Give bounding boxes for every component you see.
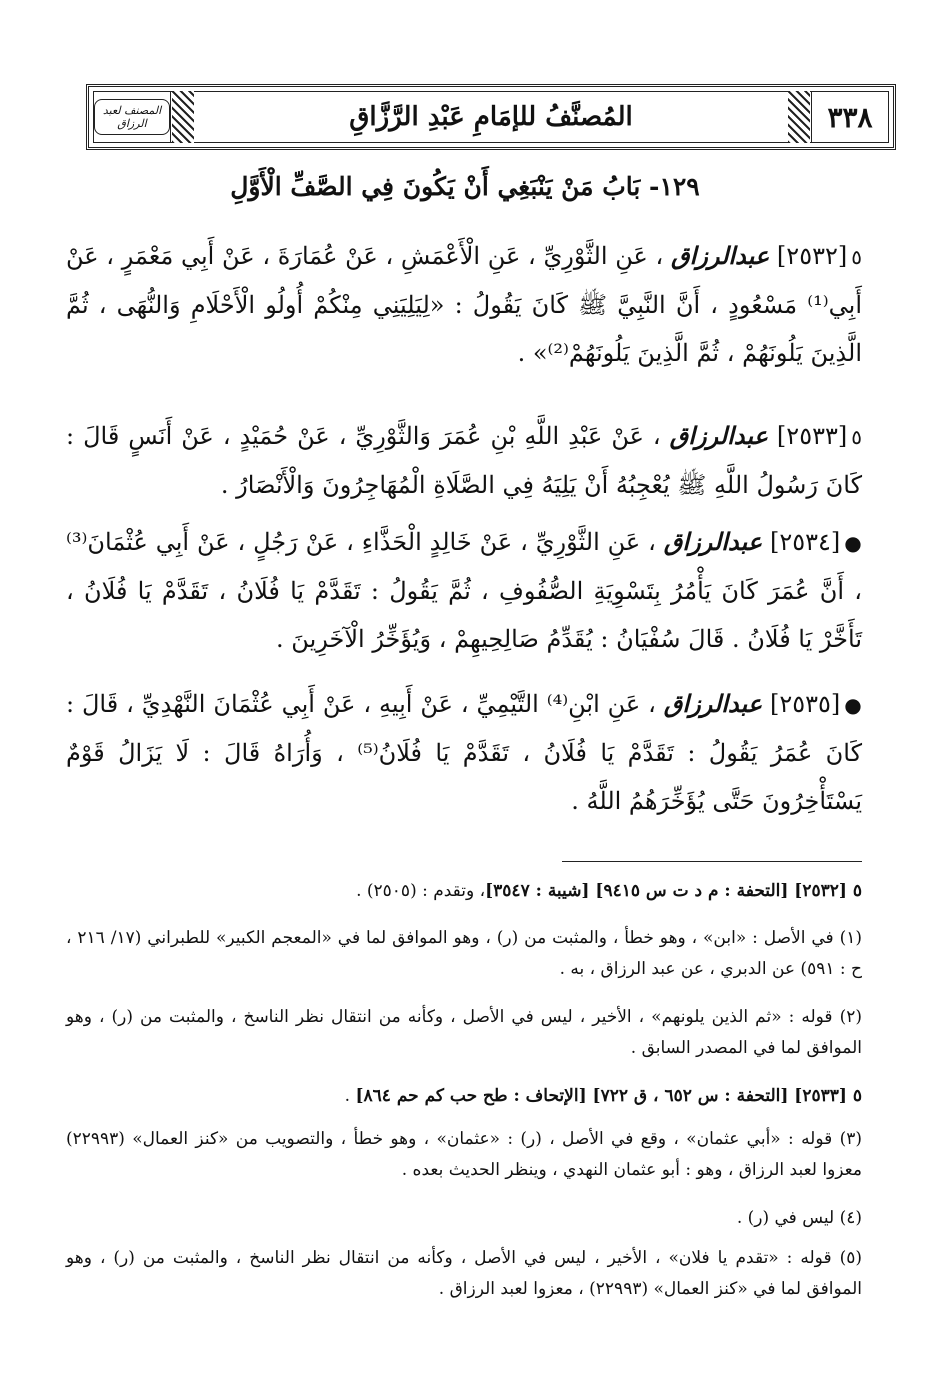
footnote-text: (٥) قوله : «تقدم يا فلان» ، الأخير ، ليس في الأصل ، وكأنه من انتقال نظر الناسخ ، والمثبت من (ر) ، وهو الموافق لما في «كنز العمال» (٢٢٩٩٣) ، معزوا لعبد الرزاق . [66,1248,862,1299]
hadith-2534 [66,518,862,663]
hadith-symbol: ٥ [851,425,862,449]
footnote-ref-prefix: ٥ [٢٥٣٣] [التحفة : س ٦٥٢ ، ق ٧٢٢] [الإتحاف : طح حب كم حم ٨٦٤] [355,1086,862,1106]
footnote-4 [66,1203,862,1234]
footnote-text: (١) في الأصل : «ابن» ، وهو خطأ ، والمثبت من (ر) ، وهو الموافق لما في «المعجم الكبير» للطبراني (١٧/ ٢١٦ ، ح : ٥٩١) عن الدبري ، عن عبد الرزاق ، به . [66,928,863,979]
hadith-symbol: ● [844,531,862,555]
hadith-number: [٢٥٣٢] [776,242,848,270]
footnote-ref-prefix: ٥ [٢٥٣٢] [التحفة : م د ت س ٩٤١٥] [شيبة : ٣٥٤٧] [485,881,862,901]
footnote-separator [562,861,862,862]
page-header [86,84,896,150]
narrator-name: عبدالرزاق [663,689,763,718]
footnote-5 [66,1243,862,1305]
narrator-name: عبدالرزاق [669,421,768,450]
hadith-text: ، عَنِ الثَّوْرِيِّ ، عَنْ خَالِدٍ الْحَذَّاءِ ، عَنْ رَجُلٍ ، عَنْ أَبِي عُثْمَانَ⁽³⁾ ، أَنَّ عُمَرَ كَانَ يَأْمُرُ بِتَسْوِيَةِ الصُّفُوفِ ، ثُمَّ يَقُولُ : تَقَدَّمْ يَا فُلَانُ ، تَقَدَّمْ يَا فُلَانُ ، تَأَخَّرْ يَا فُلَانُ . قَالَ سُفْيَانُ : يُقَدِّمُ صَالِحِيهِمْ ، وَيُؤَخِّرُ الْآخَرِينَ . [66,528,862,653]
footnote-text: ، وتقدم : (٢٥٠٥) . [356,881,486,901]
narrator-name: عبدالرزاق [670,241,770,270]
seal-text: المصنف لعبد الرزاق [94,99,170,135]
hadith-symbol: ٥ [851,245,862,269]
book-seal [93,91,171,143]
hadith-text: ، عَنْ عَبْدِ اللَّهِ بْنِ عُمَرَ وَالثَّوْرِيِّ ، عَنْ حُمَيْدٍ ، عَنْ أَنَسٍ قَالَ : كَانَ رَسُولُ اللَّهِ ﷺ يُعْجِبُهُ أَنْ يَلِيَهُ فِي الصَّلَاةِ الْمُهَاجِرُونَ وَالْأَنْصَارُ . [66,422,862,499]
header-ornament-left [172,91,194,143]
header-title-band [93,91,889,143]
hadith-number: [٢٥٣٣] [776,422,848,450]
footnote-text: (٣) قوله : «أبي عثمان» ، وقع في الأصل ، (ر) : «عثمان» ، وهو خطأ ، والتصويب من «كنز العمال» (٢٢٩٩٣) معزوا لعبد الرزاق ، وهو : أبو عثمان النهدي ، وينظر الحديث بعده . [66,1129,862,1180]
book-title: المُصنَّفُ للإمَامِ عَبْدِ الرَّزَّاقِ [349,102,633,132]
footnote-text: (٢) قوله : «ثم الذين يلونهم» ، الأخير ، ليس في الأصل ، وكأنه من انتقال نظر الناسخ ، والمثبت من (ر) ، وهو الموافق لما في المصدر السابق . [66,1007,862,1058]
footnote-1 [66,923,862,985]
page-number: ٣٣٨ [827,100,873,134]
header-ornament-right [788,91,810,143]
footnote-ref-2533 [66,1081,862,1112]
hadith-number: [٢٥٣٤] [769,528,841,556]
hadith-text: ، عَنِ الثَّوْرِيِّ ، عَنِ الْأَعْمَشِ ، عَنْ عُمَارَةَ ، عَنْ أَبِي مَعْمَرٍ ، عَنْ أَبِي⁽¹⁾ مَسْعُودٍ ، أَنَّ النَّبِيَّ ﷺ كَانَ يَقُولُ : «لِيَلِيَنِي مِنْكُمْ أُولُو الْأَحْلَامِ وَالنُّهَى ، ثُمَّ الَّذِينَ يَلُونَهُمْ ، ثُمَّ الَّذِينَ يَلُونَهُمْ⁽²⁾» . [66,242,862,367]
footnote-3 [66,1124,862,1186]
narrator-name: عبدالرزاق [663,527,763,556]
hadith-2535 [66,680,862,825]
hadith-symbol: ● [844,693,863,717]
footnote-2 [66,1002,862,1064]
footnote-text: (٤) ليس في (ر) . [736,1208,862,1228]
page-number-box [811,91,889,143]
chapter-title: ١٢٩- بَابُ مَنْ يَنْبَغِي أَنْ يَكُونَ فِي الصَّفِّ الْأَوَّلِ [230,172,700,201]
footnote-ref-2532 [66,876,862,907]
hadith-2532 [66,232,862,377]
hadith-number: [٢٥٣٥] [769,690,841,718]
footnote-text: . [344,1086,356,1106]
hadith-text: ، عَنِ ابْنِ⁽⁴⁾ التَّيْمِيِّ ، عَنْ أَبِيهِ ، عَنْ أَبِي عُثْمَانَ النَّهْدِيِّ ، قَالَ : كَانَ عُمَرُ يَقُولُ : تَقَدَّمْ يَا فُلَانُ ، تَقَدَّمْ يَا فُلَانُ⁽⁵⁾ ، وَأُرَاهُ قَالَ : لَا يَزَالُ قَوْمٌ يَسْتَأْخِرُونَ حَتَّى يُؤَخِّرَهُمُ اللَّهُ . [66,690,862,815]
hadith-2533 [66,412,862,509]
